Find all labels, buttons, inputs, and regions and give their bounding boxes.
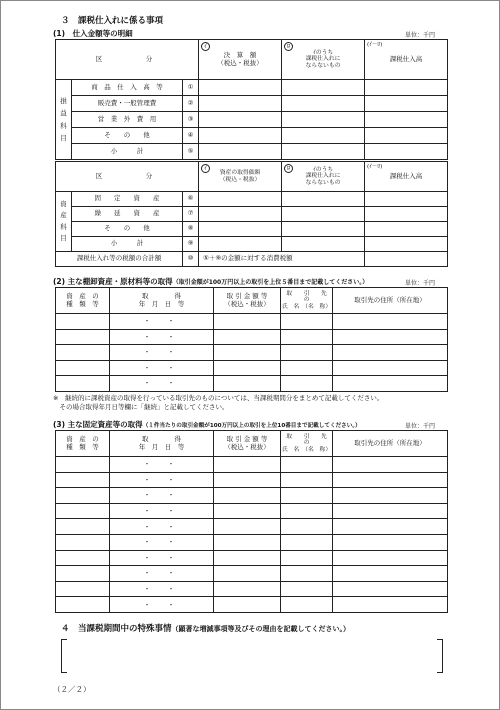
row-label: 営 業 外 費 用 bbox=[72, 112, 183, 128]
row-num: ③ bbox=[183, 112, 199, 128]
table-row: ・ ・ bbox=[56, 457, 448, 473]
col-b-mark: ﾛ bbox=[284, 42, 293, 51]
col-asset-type: 資 産 の 種 類 等 bbox=[56, 431, 110, 457]
col-c-mark: (ｲ－ﾛ) bbox=[367, 42, 383, 48]
amount-cell[interactable] bbox=[199, 222, 282, 237]
amount-cell[interactable] bbox=[199, 207, 282, 222]
total-tax-desc: ⑤＋⑨の金額に対する消費税額 bbox=[199, 252, 365, 267]
kubun-header: 区 分 bbox=[56, 40, 199, 80]
amount-cell[interactable] bbox=[365, 112, 448, 128]
table-row: ・ ・ bbox=[56, 360, 448, 376]
table-row: ・ ・ bbox=[56, 534, 448, 550]
amount-cell[interactable] bbox=[365, 80, 448, 96]
purchase-amount-table bbox=[55, 39, 448, 160]
table-row: ・ ・ bbox=[56, 519, 448, 535]
table-row: ・ ・ bbox=[56, 345, 448, 361]
page-number: （２／２） bbox=[53, 685, 91, 694]
row-num: ⑧ bbox=[183, 222, 199, 237]
group-label-pl: 損 益 科 目 bbox=[56, 80, 72, 160]
sub1-title: (1) 仕入金額等の明細 bbox=[53, 29, 133, 38]
amount-cell[interactable] bbox=[365, 128, 448, 144]
col-b-header bbox=[282, 162, 365, 192]
amount-cell[interactable] bbox=[282, 128, 365, 144]
total-tax-num: ⑩ bbox=[183, 252, 199, 267]
amount-cell[interactable] bbox=[199, 237, 282, 252]
table-row: ・ ・ bbox=[56, 472, 448, 488]
asset-acquisition-table bbox=[55, 161, 448, 267]
amount-cell[interactable] bbox=[282, 207, 365, 222]
col-c-label: 課税仕入高 bbox=[389, 54, 423, 63]
table-row: ・ ・ bbox=[56, 314, 448, 330]
amount-cell[interactable] bbox=[365, 192, 448, 207]
amount-cell[interactable] bbox=[282, 192, 365, 207]
special-circumstances-bracket-left bbox=[61, 639, 67, 673]
table-row: ・ ・ bbox=[56, 329, 448, 345]
amount-cell[interactable] bbox=[282, 222, 365, 237]
section3-title: ３ 課税仕入れに係る事項 bbox=[61, 16, 164, 26]
col-c-header bbox=[365, 40, 448, 80]
col-amount: 取 引 金 額 等 （税込・税抜） bbox=[214, 288, 281, 314]
section4-note: （顕著な増減事項等及びその理由を記載してください。） bbox=[171, 625, 351, 633]
sub2-unit: 単位：千円 bbox=[405, 280, 436, 287]
section4-title: ４ 当課税期間中の特殊事情（顕著な増減事項等及びその理由を記載してください。） bbox=[61, 624, 351, 634]
amount-cell[interactable] bbox=[199, 144, 282, 160]
col-partner-name: 取 引 先 の 氏 名 （名 称） bbox=[281, 288, 333, 314]
row-label: 小 計 bbox=[72, 144, 183, 160]
sub2-title: (2) 主な棚卸資産・原材料等の取得（取引金額が100万円以上の取引を上位５番目まで記載してください。） bbox=[53, 277, 369, 286]
col-b-sub1: 課税仕入れに bbox=[305, 56, 341, 63]
row-label: そ の 他 bbox=[72, 222, 183, 237]
col-amount: 取 引 金 額 等 （税込・税抜） bbox=[214, 431, 281, 457]
inventory-acquisition-table bbox=[55, 287, 448, 392]
col-b-sub1: 課税仕入れに bbox=[305, 173, 341, 180]
table-row: ・ ・ bbox=[56, 581, 448, 597]
row-label: そ の 他 bbox=[72, 128, 183, 144]
col-a-mark: ｲ bbox=[201, 164, 210, 173]
amount-cell[interactable] bbox=[282, 112, 365, 128]
col-a-label: 資産の取得価額 bbox=[219, 169, 261, 176]
amount-cell[interactable] bbox=[199, 128, 282, 144]
col-acq-date: 取 得 年 月 日 等 bbox=[110, 431, 214, 457]
amount-cell[interactable] bbox=[365, 144, 448, 160]
total-tax-label: 課税仕入れ等の税額の合計額 bbox=[56, 252, 183, 267]
row-label: 商 品 仕 入 高 等 bbox=[72, 80, 183, 96]
amount-cell[interactable] bbox=[365, 96, 448, 112]
fixed-asset-acquisition-table bbox=[55, 430, 448, 613]
row-label: 繰 延 資 産 bbox=[72, 207, 183, 222]
row-num: ① bbox=[183, 80, 199, 96]
footnote-1: ※ 継続的に課税資産の取得を行っている取引先のものについては、当課税期間分をまとめて記載してください。 bbox=[53, 394, 384, 402]
amount-cell[interactable] bbox=[199, 192, 282, 207]
amount-cell[interactable] bbox=[365, 237, 448, 252]
table-row: ・ ・ bbox=[56, 566, 448, 582]
row-num: ⑦ bbox=[183, 207, 199, 222]
kubun-header: 区 分 bbox=[56, 162, 199, 192]
amount-cell[interactable] bbox=[282, 144, 365, 160]
col-a-header bbox=[199, 40, 282, 80]
sub2-note: （取引金額が100万円以上の取引を上位５番目まで記載してください。） bbox=[172, 279, 369, 286]
sub3-title: (3) 主な固定資産等の取得（１件当たりの取引金額が100万円以上の取引を上位10番目まで記載してください。） bbox=[53, 420, 361, 429]
table-row: ・ ・ bbox=[56, 503, 448, 519]
col-acq-date: 取 得 年 月 日 等 bbox=[110, 288, 214, 314]
col-b-label: ｲのうち bbox=[312, 166, 334, 173]
table-row: ・ ・ bbox=[56, 597, 448, 613]
col-c-header bbox=[365, 162, 448, 192]
col-c-mark: (ｲ－ﾛ) bbox=[367, 164, 383, 170]
footnote-2: その場合取得年月日等欄に「継続」と記載してください。 bbox=[53, 403, 229, 411]
row-num: ⑥ bbox=[183, 192, 199, 207]
col-b-header bbox=[282, 40, 365, 80]
row-num: ⑨ bbox=[183, 237, 199, 252]
amount-cell[interactable] bbox=[199, 96, 282, 112]
amount-cell[interactable] bbox=[365, 222, 448, 237]
row-label: 固 定 資 産 bbox=[72, 192, 183, 207]
amount-cell[interactable] bbox=[199, 80, 282, 96]
table-row: ・ ・ bbox=[56, 488, 448, 504]
col-a-header bbox=[199, 162, 282, 192]
total-tax-amount[interactable] bbox=[365, 252, 448, 267]
sub1-unit: 単位：千円 bbox=[405, 32, 436, 39]
amount-cell[interactable] bbox=[282, 96, 365, 112]
special-circumstances-bracket-right bbox=[437, 639, 443, 673]
col-a-sub: （税込・税抜） bbox=[219, 176, 261, 183]
col-c-label: 課税仕入高 bbox=[389, 171, 423, 180]
col-b-sub2: ならないもの bbox=[305, 179, 341, 186]
col-partner-address: 取引先の住所（所在地） bbox=[333, 288, 448, 314]
table-row: ・ ・ bbox=[56, 550, 448, 566]
table-row: ・ ・ bbox=[56, 376, 448, 392]
col-a-mark: ｲ bbox=[201, 42, 210, 51]
row-num: ④ bbox=[183, 128, 199, 144]
col-asset-type: 資 産 の 種 類 等 bbox=[56, 288, 110, 314]
col-a-label: 決 算 額 bbox=[223, 51, 257, 60]
amount-cell[interactable] bbox=[199, 112, 282, 128]
row-num: ⑤ bbox=[183, 144, 199, 160]
col-partner-address: 取引先の住所（所在地） bbox=[333, 431, 448, 457]
row-num: ② bbox=[183, 96, 199, 112]
row-label: 小 計 bbox=[72, 237, 183, 252]
sub3-unit: 単位：千円 bbox=[405, 423, 436, 430]
col-b-sub2: ならないもの bbox=[305, 62, 341, 69]
row-label: 販売費・一般管理費 bbox=[72, 96, 183, 112]
special-circumstances-input[interactable] bbox=[71, 641, 433, 671]
col-a-sub: （税込・税抜） bbox=[217, 58, 263, 67]
sub3-note: （１件当たりの取引金額が100万円以上の取引を上位10番目まで記載してください。） bbox=[142, 423, 361, 429]
amount-cell[interactable] bbox=[282, 237, 365, 252]
col-partner-name: 取 引 先 の 氏 名 （名 称） bbox=[281, 431, 333, 457]
amount-cell[interactable] bbox=[282, 80, 365, 96]
amount-cell[interactable] bbox=[365, 207, 448, 222]
col-b-mark: ﾛ bbox=[284, 164, 293, 173]
group-label-assets: 資 産 科 目 bbox=[56, 192, 72, 252]
col-b-label: ｲのうち bbox=[312, 49, 334, 56]
